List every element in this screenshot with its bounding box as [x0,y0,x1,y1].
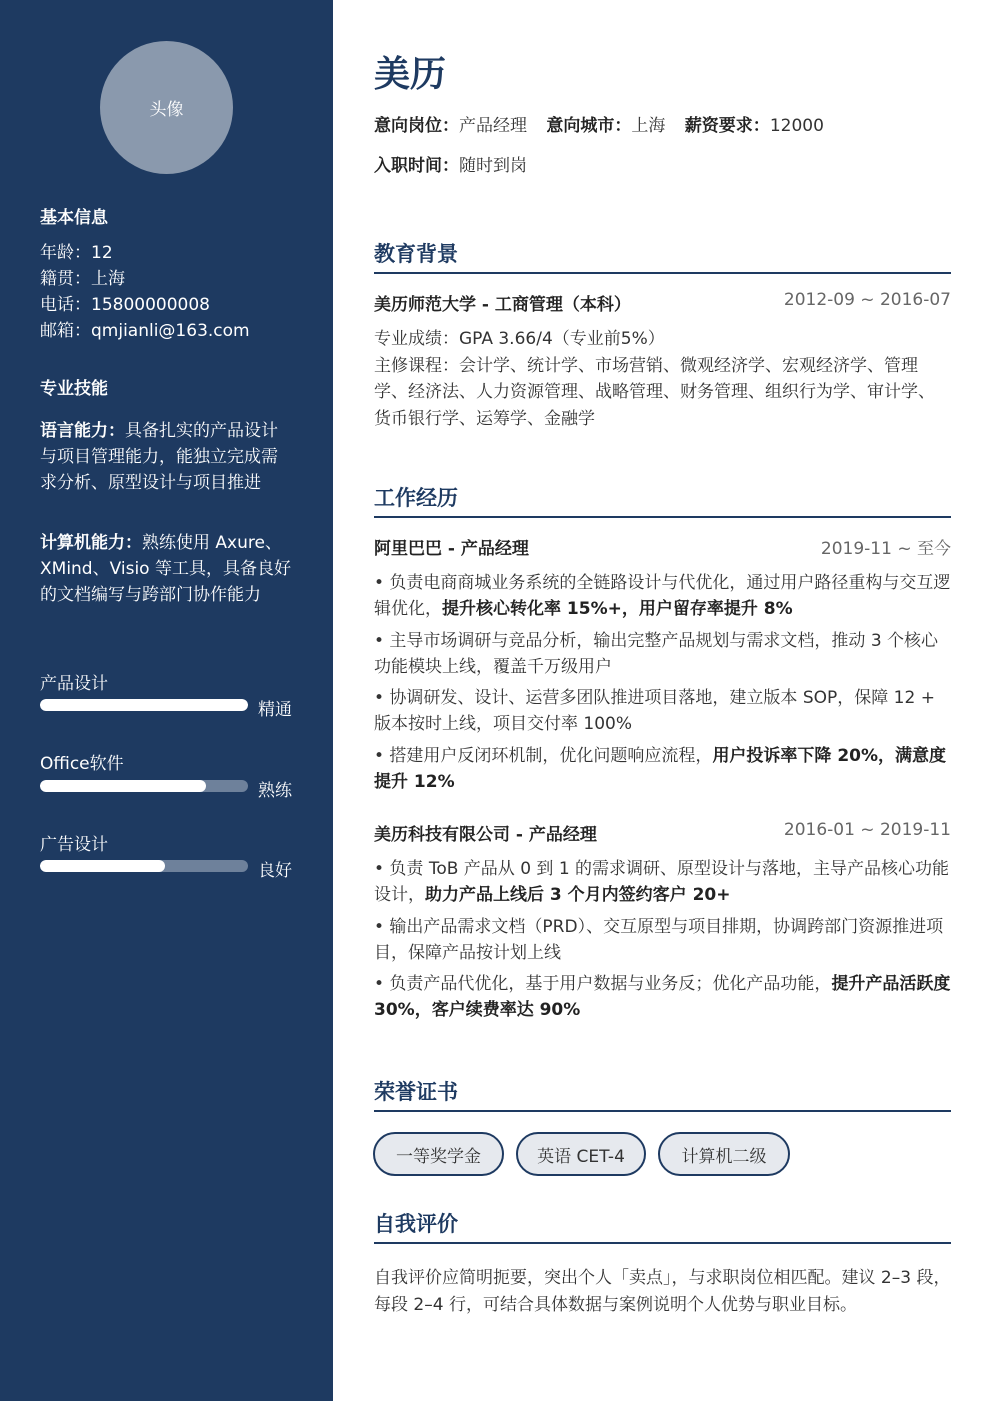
bullet-highlight: 用户投诉率下降 20%，满意度提升 12% [374,746,947,792]
language-skill [40,418,292,496]
phone-row [40,292,210,318]
email-row [40,318,250,344]
work-title: 工作经历 [374,482,951,518]
skill-level: 精通 [258,700,292,720]
skill-bar-fill [40,860,165,872]
start-value: 随时到岗 [459,156,527,176]
honors-title: 荣誉证书 [374,1076,951,1112]
self-eval-text: 自我评价应简明扼要，突出个人「卖点」，与求职岗位相匹配。建议 2–3 段，每段 2–4 行，可结合具体数据与案例说明个人优势与职业目标。 [374,1268,951,1315]
salary-label: 薪资要求： [684,116,770,136]
age-value: 12 [91,243,113,263]
skills-title: 专业技能 [40,379,108,399]
school-title: 美历师范大学 - 工商管理（本科） [374,295,631,315]
basic-info-title: 基本信息 [40,208,108,228]
email-label: 邮箱： [40,321,91,341]
language-text: 具备扎实的产品设计与项目管理能力，能独立完成需求分析、原型设计与项目推进 [40,421,278,493]
skill-level: 良好 [258,861,292,881]
start-label: 入职时间： [374,156,459,176]
skill-level: 熟练 [258,781,292,801]
sidebar [0,0,333,1401]
job-bullet [374,971,951,1023]
job-bullet [374,914,951,966]
job-bullet [374,856,951,908]
skill-name: 广告设计 [40,835,108,855]
email-value: qmjianli@163.com [91,321,250,341]
skill-bar-fill [40,699,248,711]
job-title: 美历科技有限公司 - 产品经理 [374,825,597,845]
bullet-text: • 负责产品代优化，基于用户数据与业务反；优化产品功能， [374,974,832,994]
job-date: 2016-01 ~ 2019-11 [783,820,951,840]
honor-chip: 一等奖学金 [373,1132,504,1176]
bullet-highlight: 提升核心转化率 15%+，用户留存率提升 8% [442,599,793,619]
gpa-line: 专业成绩：GPA 3.66/4（专业前5%） [374,329,665,349]
avatar [100,41,233,174]
skill-bar [40,699,248,711]
position-value: 产品经理 [459,116,527,136]
start-row [374,151,541,176]
salary-value: 12000 [769,116,824,136]
honor-chip: 计算机二级 [658,1132,790,1176]
job-title: 阿里巴巴 - 产品经理 [374,539,529,559]
education-date: 2012-09 ~ 2016-07 [783,290,951,310]
position-label: 意向岗位： [374,116,459,136]
bullet-text: • 主导市场调研与竞品分析，输出完整产品规划与需求文档，推动 3 个核心功能模块上线，覆盖千万级用户 [374,631,939,677]
bullet-text: • 负责电商商城业务系统的全链路设计与代优化，通过用户路径重构与交互逻辑优化， [374,573,951,619]
education-detail [374,326,951,432]
age-row [40,240,113,266]
courses-line: 主修课程：会计学、统计学、市场营销、微观经济学、宏观经济学、管理学、经济法、人力资源管理、战略管理、财务管理、组织行为学、审计学、货币银行学、运筹学、金融学 [374,355,935,429]
bullet-text: • 协调研发、设计、运营多团队推进项目落地，建立版本 SOP，保障 12 + 版本按时上线，项目交付率 100% [374,688,935,734]
computer-label: 计算机能力： [40,533,142,553]
job-bullet [374,685,951,737]
skill-name: 产品设计 [40,674,108,694]
bullet-text: • 负责 ToB 产品从 0 到 1 的需求调研、原型设计与落地，主导产品核心功能设计， [374,859,950,905]
intent-row [374,111,838,136]
phone-value: 15800000008 [91,295,210,315]
skill-name: Office软件 [40,754,124,774]
bullet-highlight: 助力产品上线后 3 个月内签约客户 20+ [425,885,731,905]
computer-text: 熟练使用 Axure、XMind、Visio 等工具，具备良好的文档编写与跨部门协作能力 [40,533,291,605]
self-eval-title: 自我评价 [374,1208,951,1244]
job-bullet [374,570,951,622]
avatar-label: 头像 [149,100,184,120]
job-bullet [374,743,951,795]
candidate-name: 美历 [374,54,447,95]
origin-value: 上海 [91,269,125,289]
skill-bar [40,860,248,872]
bullet-text: • 输出产品需求文档（PRD）、交互原型与项目排期，协调跨部门资源推进项目，保障产品按计划上线 [374,917,944,963]
bullet-text: • 搭建用户反闭环机制，优化问题响应流程， [374,746,713,766]
age-label: 年龄： [40,243,91,263]
city-label: 意向城市： [546,116,632,136]
origin-row [40,266,125,292]
origin-label: 籍贯： [40,269,91,289]
city-value: 上海 [631,116,666,136]
skill-bar-fill [40,780,206,792]
skill-bar [40,780,248,792]
bullet-highlight: 提升产品活跃度 30%，客户续费率达 90% [374,974,951,1020]
honor-chip: 英语 CET-4 [516,1132,646,1176]
job-bullet [374,628,951,680]
phone-label: 电话： [40,295,91,315]
computer-skill [40,530,292,608]
job-date: 2019-11 ~ 至今 [820,539,951,559]
education-title: 教育背景 [374,238,951,274]
language-label: 语言能力： [40,421,125,441]
